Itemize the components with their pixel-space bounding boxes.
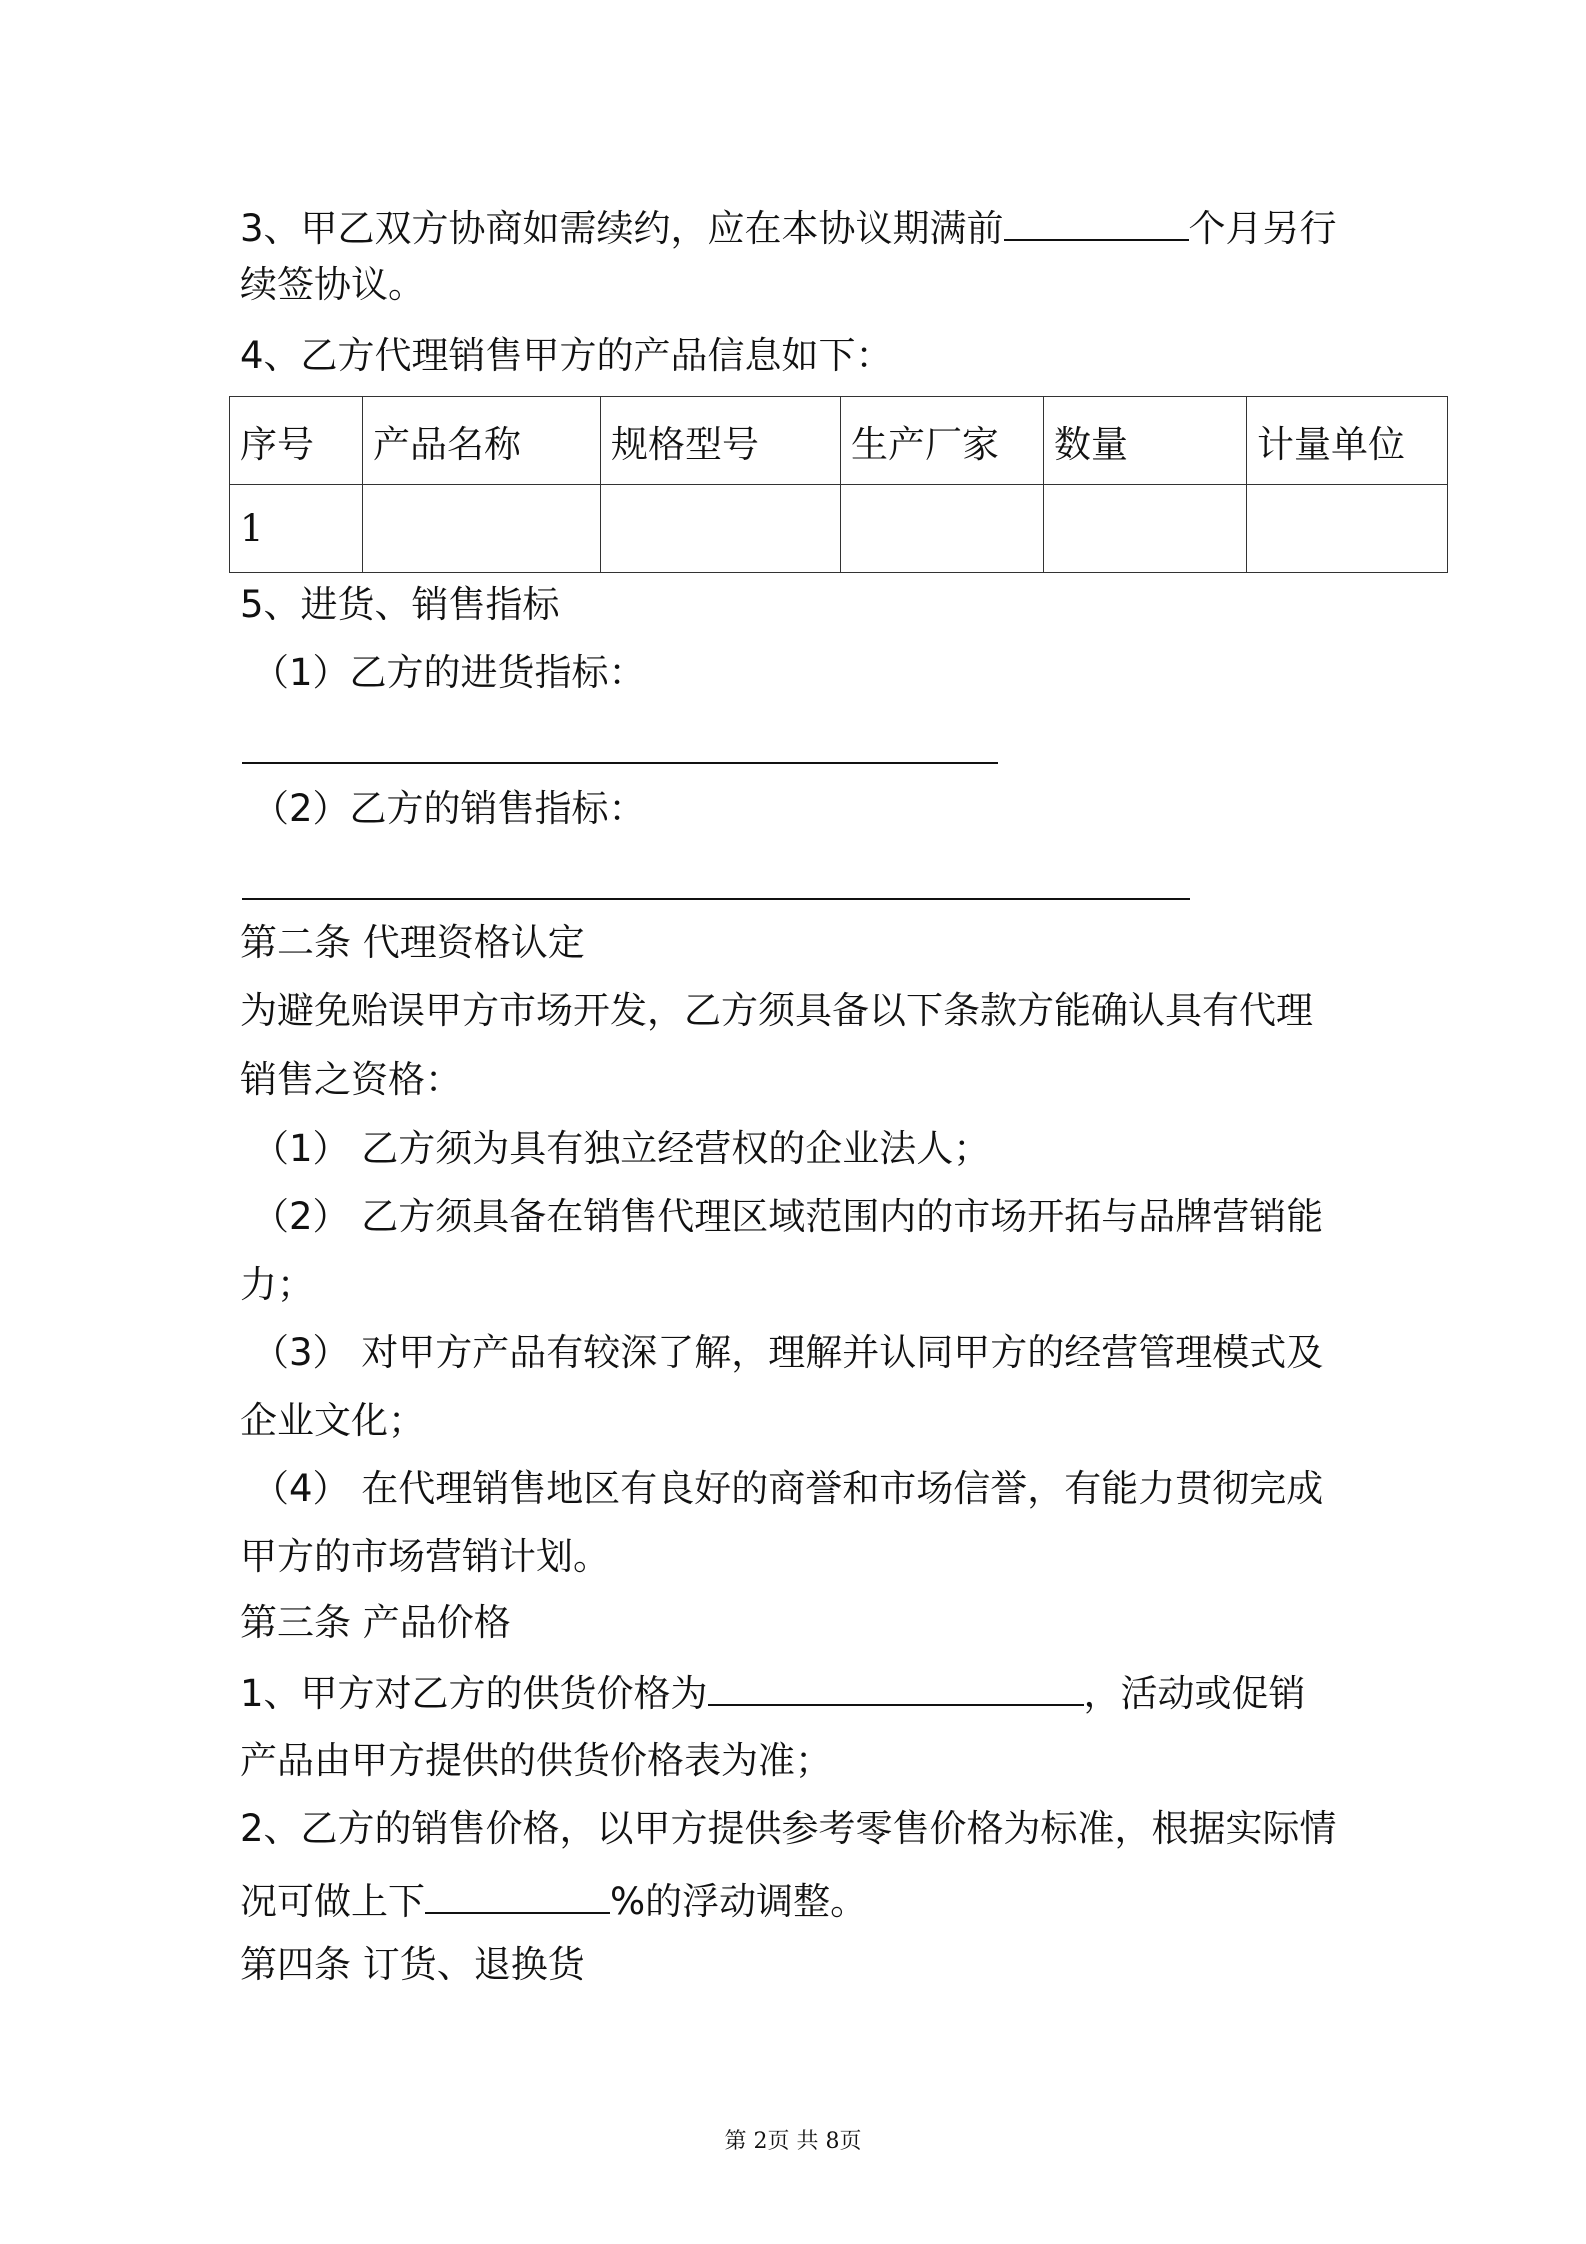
table-cell[interactable] — [1247, 485, 1448, 573]
page-footer: 第 2页 共 8页 — [724, 2129, 862, 2154]
article-3-item-1-line-1 — [240, 1670, 1306, 1717]
article-2-title: 第二条 代理资格认定 — [240, 921, 585, 964]
clause-5-heading: 5、进货、销售指标 — [240, 583, 560, 626]
article-3-item-2-line-2 — [240, 1878, 867, 1925]
article-4-title: 第四条 订货、退换货 — [240, 1943, 585, 1986]
price-float-percent-blank[interactable] — [425, 1878, 610, 1914]
article-2-item-3-line-1: （3） 对甲方产品有较深了解，理解并认同甲方的经营管理模式及 — [252, 1331, 1324, 1374]
supply-price-text-end: ，活动或促销 — [1083, 1672, 1306, 1715]
table-row — [230, 485, 1448, 573]
header-cell-manufacturer: 生产厂家 — [841, 397, 1044, 485]
clause-3-text: 3、甲乙双方协商如需续约，应在本协议期满前 — [240, 207, 1004, 250]
clause-5-item-1: （1）乙方的进货指标： — [252, 651, 646, 694]
header-cell-spec-model: 规格型号 — [601, 397, 841, 485]
clause-3-line-2: 续签协议。 — [240, 263, 425, 306]
article-2-item-1: （1） 乙方须为具有独立经营权的企业法人； — [252, 1127, 991, 1170]
header-cell-index: 序号 — [230, 397, 363, 485]
article-2-item-2-line-2: 力； — [240, 1263, 314, 1306]
product-info-table — [229, 396, 1448, 573]
article-3-item-1-line-2: 产品由甲方提供的供货价格表为准； — [240, 1739, 832, 1782]
table-cell[interactable] — [841, 485, 1044, 573]
table-cell: 1 — [230, 485, 363, 573]
supply-price-blank[interactable] — [708, 1670, 1084, 1706]
purchase-target-blank[interactable] — [242, 762, 998, 764]
renewal-months-blank[interactable] — [1004, 205, 1189, 241]
article-2-para-line-2: 销售之资格： — [240, 1058, 462, 1101]
clause-3-text-end: 个月另行 — [1188, 207, 1337, 250]
price-float-text-end: %的浮动调整。 — [610, 1880, 868, 1923]
article-2-item-4-line-2: 甲方的市场营销计划。 — [240, 1535, 610, 1578]
table-cell[interactable] — [363, 485, 601, 573]
article-2-para-line-1: 为避免贻误甲方市场开发，乙方须具备以下条款方能确认具有代理 — [240, 989, 1313, 1032]
price-float-text: 况可做上下 — [240, 1880, 425, 1923]
header-cell-quantity: 数量 — [1044, 397, 1247, 485]
article-3-title: 第三条 产品价格 — [240, 1601, 511, 1644]
clause-3-line-1 — [240, 205, 1337, 252]
table-cell[interactable] — [1044, 485, 1247, 573]
clause-5-item-2: （2）乙方的销售指标： — [252, 787, 646, 830]
table-header-row — [230, 397, 1448, 485]
article-2-item-3-line-2: 企业文化； — [240, 1399, 425, 1442]
article-2-item-4-line-1: （4） 在代理销售地区有良好的商誉和市场信誉，有能力贯彻完成 — [252, 1467, 1324, 1510]
header-cell-unit: 计量单位 — [1247, 397, 1448, 485]
article-2-item-2-line-1: （2） 乙方须具备在销售代理区域范围内的市场开拓与品牌营销能 — [252, 1195, 1324, 1238]
sales-target-blank[interactable] — [242, 898, 1190, 900]
article-3-item-2-line-1: 2、乙方的销售价格，以甲方提供参考零售价格为标准，根据实际情 — [240, 1807, 1337, 1850]
clause-4: 4、乙方代理销售甲方的产品信息如下： — [240, 334, 893, 377]
table-cell[interactable] — [601, 485, 841, 573]
header-cell-product-name: 产品名称 — [363, 397, 601, 485]
supply-price-text: 1、甲方对乙方的供货价格为 — [240, 1672, 708, 1715]
